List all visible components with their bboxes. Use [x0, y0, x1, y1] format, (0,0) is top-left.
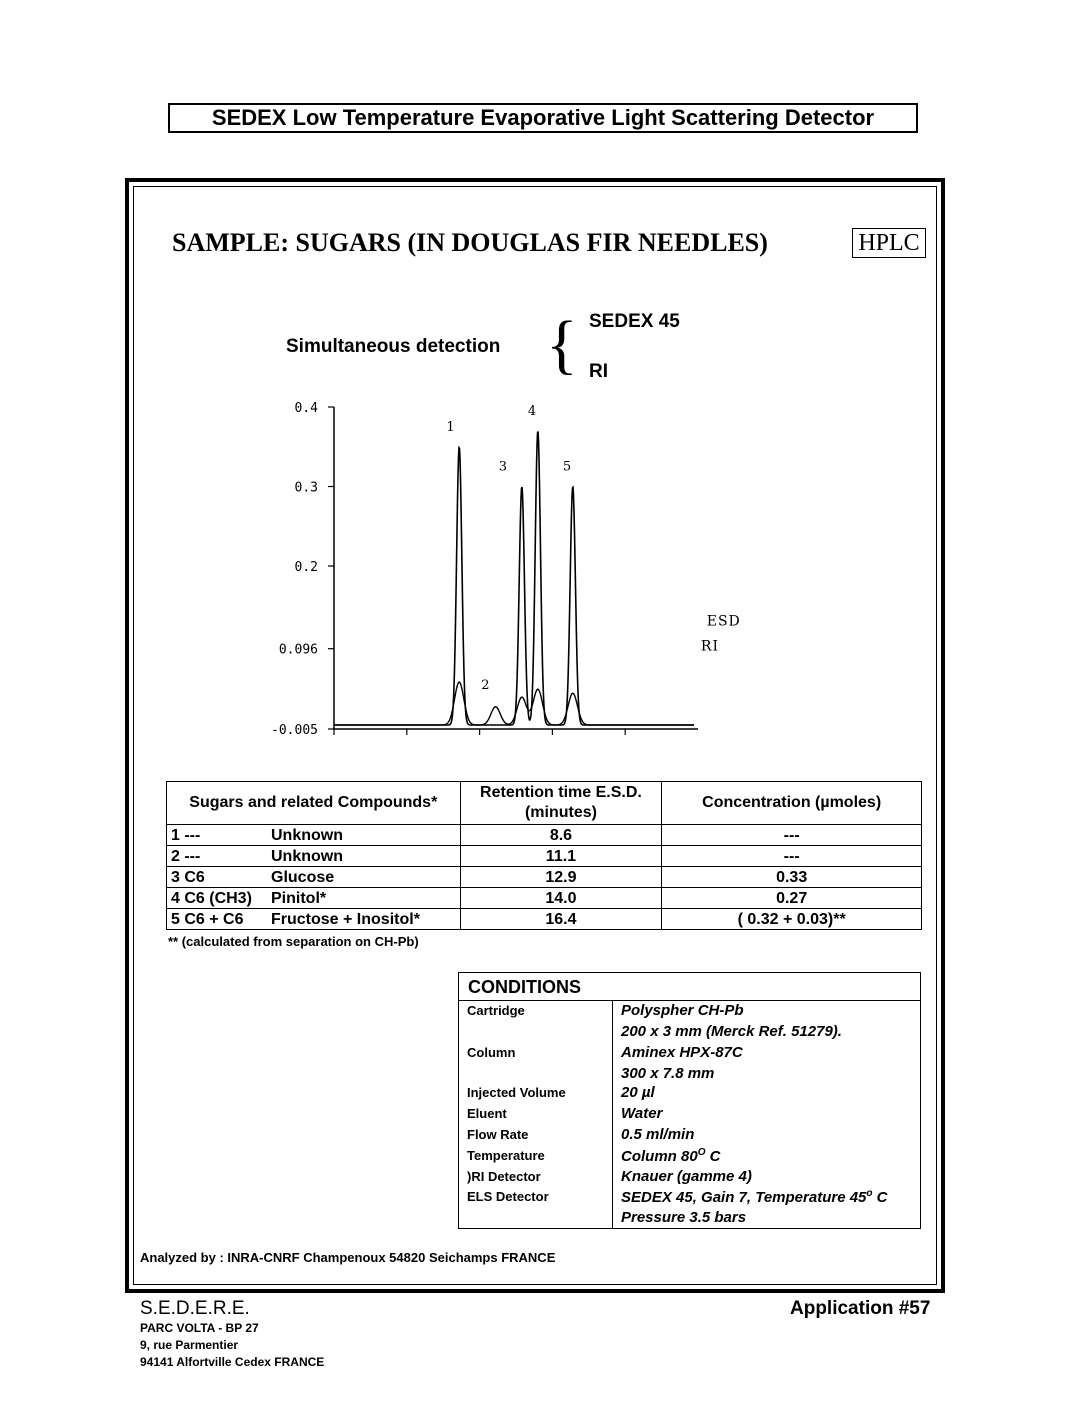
volume-label: Injected Volume — [467, 1085, 566, 1100]
row-code: 2 --- — [171, 847, 201, 865]
row-code: 5 C6 + C6 — [171, 910, 244, 928]
column-value-2: 300 x 7.8 mm — [621, 1065, 715, 1082]
conditions-box — [458, 972, 921, 1229]
flow-label: Flow Rate — [467, 1127, 529, 1142]
table-footnote: ** (calculated from separation on CH-Pb) — [168, 934, 419, 949]
series-line-ri — [334, 682, 694, 725]
eluent-label: Eluent — [467, 1106, 507, 1121]
y-tick-label: 0.3 — [294, 480, 318, 496]
row-code: 1 --- — [171, 826, 201, 844]
peak-label: 5 — [562, 459, 572, 475]
header-compound: Sugars and related Compounds* — [167, 782, 461, 825]
temperature-text: Column 80 — [621, 1148, 698, 1165]
company-name: S.E.D.E.R.E. — [140, 1298, 250, 1319]
table-row — [167, 888, 922, 909]
document-header: SEDEX Low Temperature Evaporative Light Scattering Detector — [168, 103, 918, 133]
y-tick-label: -0.005 — [271, 723, 318, 738]
axes — [334, 407, 698, 735]
y-tick-label: 0.096 — [278, 642, 318, 658]
hplc-badge: HPLC — [852, 228, 926, 258]
pressure-value: Pressure 3.5 bars — [621, 1209, 747, 1226]
table-row — [167, 846, 922, 867]
y-tick-label: 0.2 — [294, 560, 318, 576]
row-rt: 12.9 — [460, 867, 662, 888]
series-label: ESD — [706, 613, 741, 630]
cartridge-label: Cartridge — [467, 1003, 525, 1018]
sample-title: SAMPLE: SUGARS (IN DOUGLAS FIR NEEDLES) — [172, 228, 768, 257]
series-label: RI — [700, 638, 719, 655]
temperature-value — [621, 1147, 720, 1165]
table-row — [167, 825, 922, 846]
flow-value: 0.5 ml/min — [621, 1126, 695, 1143]
row-code: 3 C6 — [171, 868, 205, 886]
row-rt: 11.1 — [460, 846, 662, 867]
brace: { — [546, 308, 578, 381]
table-header-row — [167, 782, 922, 825]
eluent-value: Water — [621, 1105, 663, 1122]
els-text: SEDEX 45, Gain 7, Temperature 45 — [621, 1189, 867, 1206]
peak-label: 4 — [527, 403, 537, 419]
temperature-label: Temperature — [467, 1148, 545, 1163]
analyzed-by: Analyzed by : INRA-CNRF Champenoux 54820 Seichamps FRANCE — [140, 1250, 556, 1265]
chromatogram-chart — [250, 395, 741, 755]
els-detector-label: ELS Detector — [467, 1189, 549, 1204]
row-conc: 0.33 — [662, 867, 922, 888]
row-rt: 8.6 — [460, 825, 662, 846]
peak-labels — [446, 404, 740, 693]
table-row — [167, 909, 922, 930]
row-name: Glucose — [271, 868, 335, 886]
conditions-title: CONDITIONS — [459, 973, 920, 1001]
conditions-divider — [612, 1001, 613, 1228]
series-lines — [334, 431, 694, 725]
cartridge-value-1: Polyspher CH-Pb — [621, 1002, 744, 1019]
row-name: Fructose + Inositol* — [271, 910, 420, 928]
row-conc: 0.27 — [662, 888, 922, 909]
row-conc: --- — [662, 846, 922, 867]
row-code: 4 C6 (CH3) — [171, 889, 252, 907]
series-line-esd — [334, 431, 694, 725]
peak-label: 2 — [481, 678, 490, 694]
temperature-unit: C — [705, 1148, 721, 1165]
y-axis-ticks — [271, 401, 334, 738]
els-detector-value — [621, 1188, 888, 1206]
row-rt: 14.0 — [460, 888, 662, 909]
application-number: Application #57 — [790, 1298, 931, 1319]
detection-label: Simultaneous detection — [286, 336, 501, 357]
header-concentration: Concentration (µmoles) — [662, 782, 922, 825]
address-line-3: 94141 Alfortville Cedex FRANCE — [140, 1355, 325, 1369]
cartridge-value-2: 200 x 3 mm (Merck Ref. 51279). — [621, 1023, 842, 1040]
column-label: Column — [467, 1045, 516, 1060]
ri-detector-label: )RI Detector — [467, 1169, 541, 1184]
els-degree: o — [866, 1188, 873, 1199]
header-retention: Retention time E.S.D. (minutes) — [460, 782, 662, 825]
volume-value: 20 µl — [621, 1084, 655, 1101]
address-line-1: PARC VOLTA - BP 27 — [140, 1321, 259, 1335]
peak-label: 1 — [446, 419, 455, 435]
row-name: Unknown — [271, 847, 343, 865]
row-rt: 16.4 — [460, 909, 662, 930]
temperature-degree: O — [697, 1147, 706, 1158]
address-line-2: 9, rue Parmentier — [140, 1338, 239, 1352]
detector-ri: RI — [589, 361, 608, 382]
row-name: Unknown — [271, 826, 343, 844]
els-unit: C — [872, 1189, 888, 1206]
peak-label: 3 — [498, 459, 508, 475]
ri-detector-value: Knauer (gamme 4) — [621, 1168, 752, 1185]
detector-sedex: SEDEX 45 — [589, 311, 680, 332]
row-conc: ( 0.32 + 0.03)** — [662, 909, 922, 930]
row-name: Pinitol* — [271, 889, 327, 907]
row-conc: --- — [662, 825, 922, 846]
y-tick-label: 0.4 — [294, 401, 318, 416]
table-row — [167, 867, 922, 888]
compound-table — [166, 781, 922, 930]
column-value-1: Aminex HPX-87C — [621, 1044, 743, 1061]
